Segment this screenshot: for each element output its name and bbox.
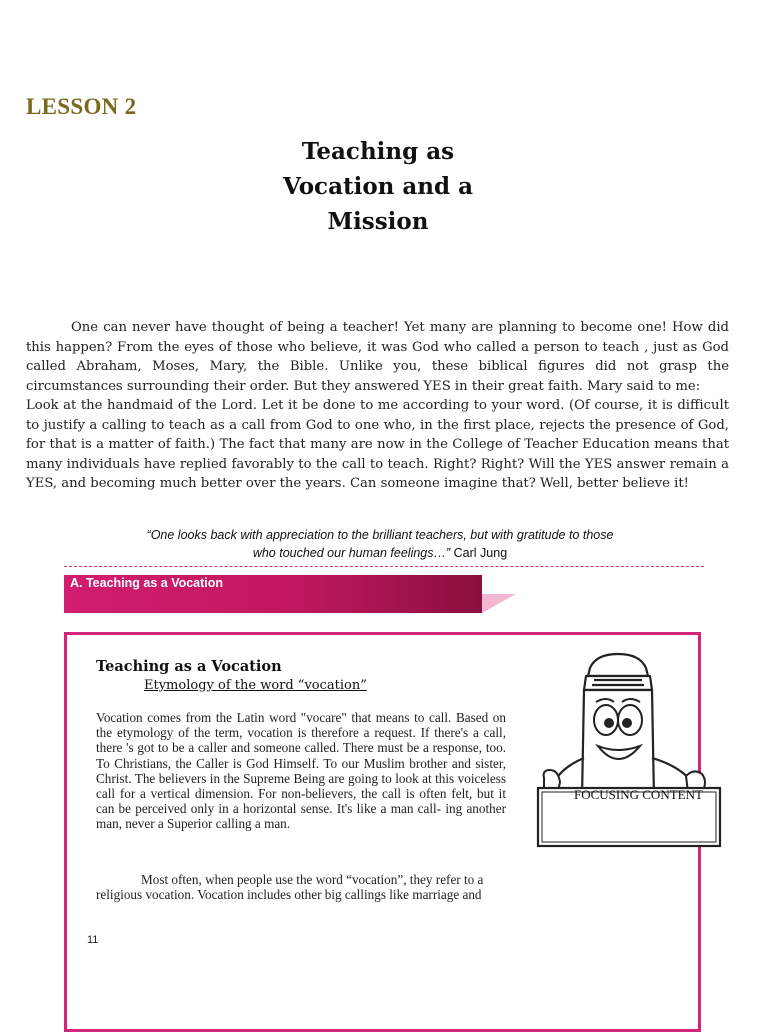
sign-label: FOCUSING CONTENT <box>574 787 703 802</box>
lesson-label: LESSON 2 <box>26 94 137 119</box>
quote-line-2-wrap <box>60 544 700 562</box>
title-line-3: Mission <box>327 208 429 235</box>
quote-block <box>60 526 700 562</box>
page-number: 11 <box>87 934 99 946</box>
title-line-1: Teaching as <box>301 138 455 165</box>
intro-text <box>26 318 729 494</box>
box-paragraph-1: Vocation comes from the Latin word "vocare" that means to call. Based on the etymology of the term, vocation is therefore a request. If there's a call, there 's got to be a caller and someone called. There must be a response, too. To Christians, the Caller is God Himself. To our Muslim brother and sister, Christ. The believers in the Supreme Being are going to look at this voiceless call for a vertical dimension. For non-believers, the call is often felt, but it can be perceived only in a horizontal sense. It's like a man call- ing another man, never a Superior calling a man. <box>96 710 506 832</box>
page-title <box>200 134 556 239</box>
quote-author: Carl Jung <box>453 546 508 560</box>
quote-line-1: “One looks back with appreciation to the brilliant teachers, but with gratitude to those <box>146 528 614 542</box>
quote-divider <box>64 566 704 567</box>
title-line-2: Vocation and a <box>282 173 474 200</box>
section-banner-label: A. Teaching as a Vocation <box>70 576 224 590</box>
pencil-mascot-icon <box>534 650 724 852</box>
box-paragraph-2: Most often, when people use the word “vocation”, they refer to a religious vocation. Vocation includes other big callings like marriage and <box>96 872 484 903</box>
quote-line-2: who touched our human feelings…” <box>252 546 451 560</box>
box-subheading: Etymology of the word “vocation” <box>144 678 367 693</box>
box-heading: Teaching as a Vocation <box>96 658 282 675</box>
banner-tail <box>482 594 516 613</box>
intro-paragraph-2: Look at the handmaid of the Lord. Let it be done to me according to your word. (Of course, it is difficult to justify a calling to teach as a call from God to one who, in the first place, rejects the presence of God, for that is a matter of faith.) The fact that many are now in the College of Teacher Education means that many individuals have replied favorably to the call to teach. Right? Right? Will the YES answer remain a YES, and becoming much better over the years. Can someone imagine that? Well, better believe it! <box>26 398 729 491</box>
intro-paragraph-1: One can never have thought of being a teacher! Yet many are planning to become one! How did this happen? From the eyes of those who believe, it was God who called a person to teach , just as God called Abraham, Moses, Mary, the Bible. Unlike you, these biblical figures did not grasp the circumstances surrounding their order. But they answered YES in their great faith. Mary said to me: <box>26 320 729 394</box>
